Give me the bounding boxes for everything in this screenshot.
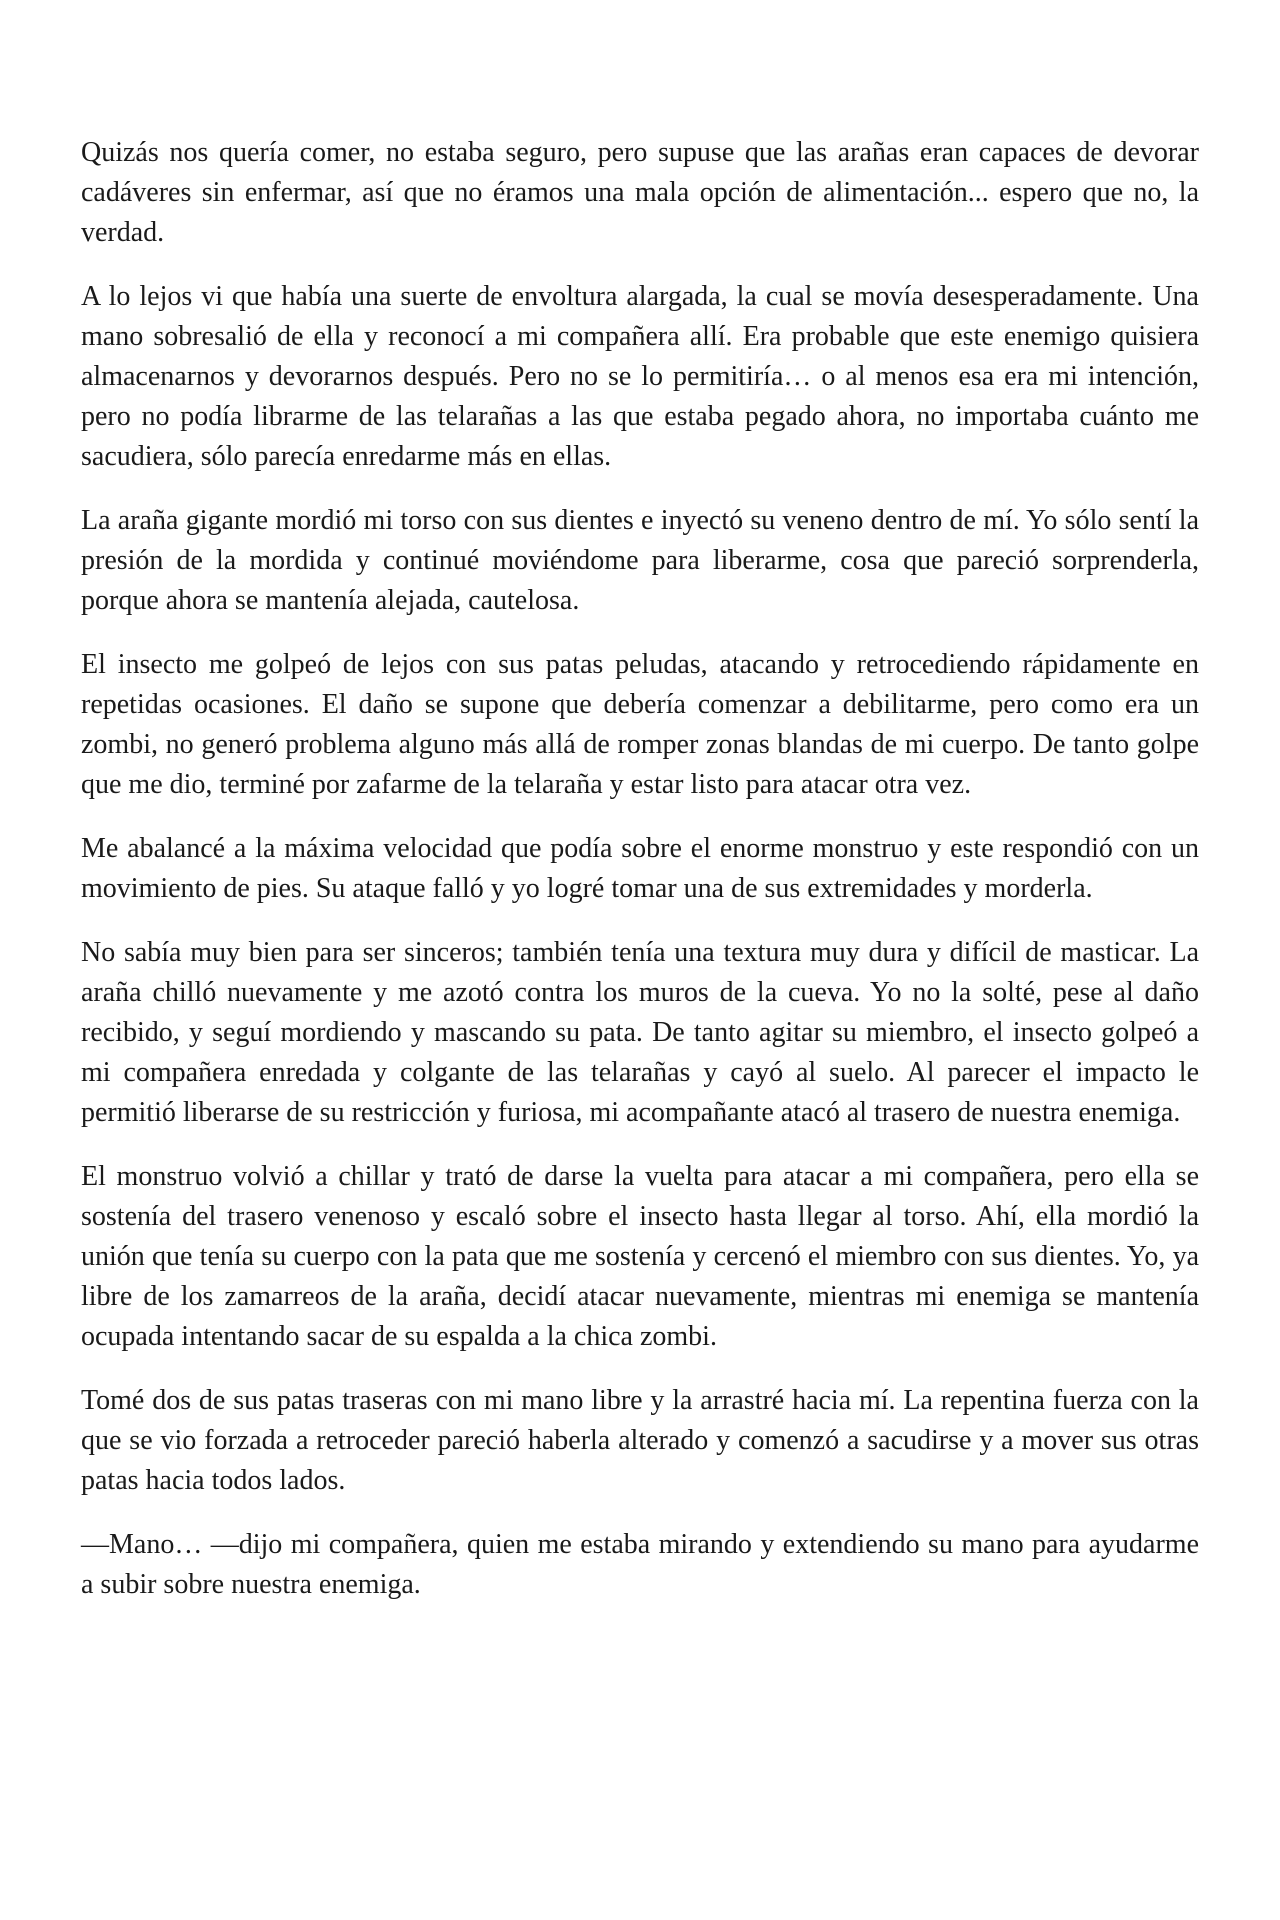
paragraph: No sabía muy bien para ser sinceros; también tenía una textura muy dura y difícil de masticar. La araña chilló nuevamente y me azotó contra los muros de la cueva. Yo no la solté, pese al daño recibido, y seguí mordiendo y mascando su pata. De tanto agitar su miembro, el insecto golpeó a mi compañera enredada y colgante de las telarañas y cayó al suelo. Al parecer el impacto le permitió liberarse de su restricción y furiosa, mi acompañante atacó al trasero de nuestra enemiga.	[81, 937, 1199, 1128]
paragraph: El monstruo volvió a chillar y trató de darse la vuelta para atacar a mi compañera, pero ella se sostenía del trasero venenoso y escaló sobre el insecto hasta llegar al torso. Ahí, ella mordió la unión que tenía su cuerpo con la pata que me sostenía y cercenó el miembro con sus dientes. Yo, ya libre de los zamarreos de la araña, decidí atacar nuevamente, mientras mi enemiga se mantenía ocupada intentando sacar de su espalda a la chica zombi.	[81, 1161, 1199, 1352]
document-body	[81, 133, 1199, 1605]
paragraph: —Mano… —dijo mi compañera, quien me estaba mirando y extendiendo su mano para ayudarme a subir sobre nuestra enemiga.	[81, 1529, 1199, 1600]
paragraph: A lo lejos vi que había una suerte de envoltura alargada, la cual se movía desesperadamente. Una mano sobresalió de ella y reconocí a mi compañera allí. Era probable que este enemigo quisiera almacenarnos y devorarnos después. Pero no se lo permitiría… o al menos esa era mi intención, pero no podía librarme de las telarañas a las que estaba pegado ahora, no importaba cuánto me sacudiera, sólo parecía enredarme más en ellas.	[81, 281, 1199, 472]
paragraph: La araña gigante mordió mi torso con sus dientes e inyectó su veneno dentro de mí. Yo sólo sentí la presión de la mordida y continué moviéndome para liberarme, cosa que pareció sorprenderla, porque ahora se mantenía alejada, cautelosa.	[81, 505, 1199, 616]
paragraph: Quizás nos quería comer, no estaba seguro, pero supuse que las arañas eran capaces de devorar cadáveres sin enfermar, así que no éramos una mala opción de alimentación... espero que no, la verdad.	[81, 137, 1199, 248]
paragraph: Me abalancé a la máxima velocidad que podía sobre el enorme monstruo y este respondió con un movimiento de pies. Su ataque falló y yo logré tomar una de sus extremidades y morderla.	[81, 833, 1199, 904]
paragraph: El insecto me golpeó de lejos con sus patas peludas, atacando y retrocediendo rápidamente en repetidas ocasiones. El daño se supone que debería comenzar a debilitarme, pero como era un zombi, no generó problema alguno más allá de romper zonas blandas de mi cuerpo. De tanto golpe que me dio, terminé por zafarme de la telaraña y estar listo para atacar otra vez.	[81, 649, 1199, 800]
paragraph: Tomé dos de sus patas traseras con mi mano libre y la arrastré hacia mí. La repentina fuerza con la que se vio forzada a retroceder pareció haberla alterado y comenzó a sacudirse y a mover sus otras patas hacia todos lados.	[81, 1385, 1199, 1496]
